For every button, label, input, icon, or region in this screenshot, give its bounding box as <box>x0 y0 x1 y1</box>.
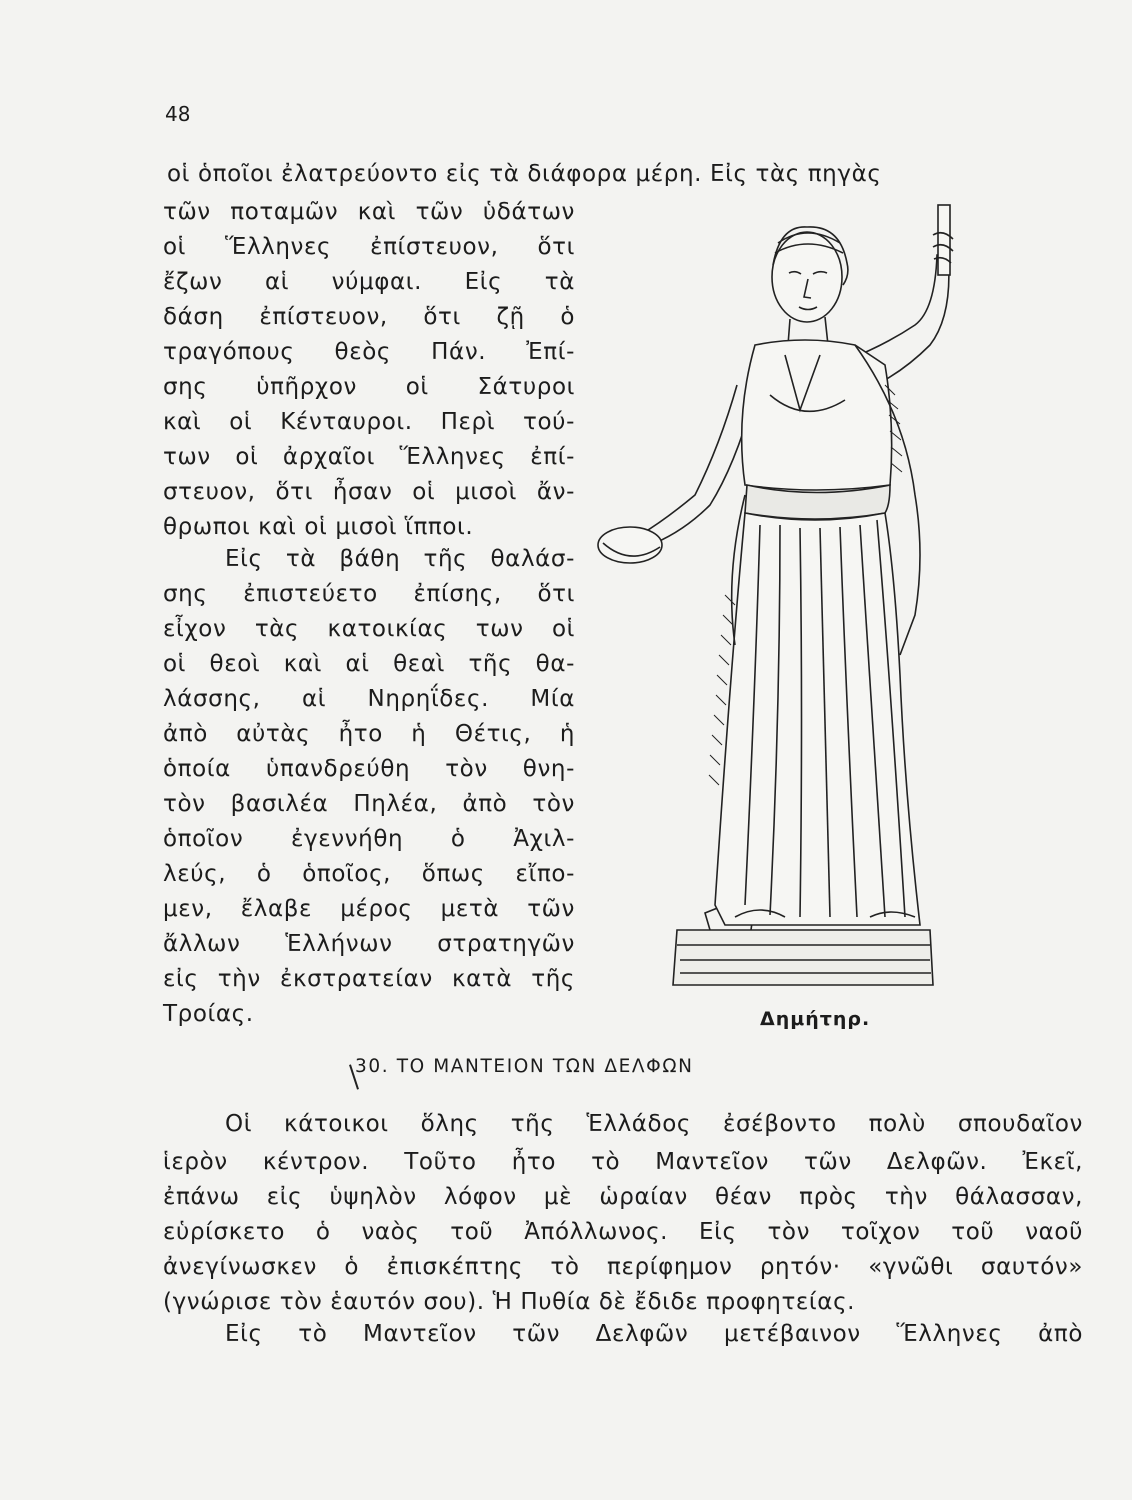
text-line: (γνώρισε τὸν ἑαυτόν σου). Ἡ Πυθία δὲ ἔδιδε προφητείας. <box>163 1289 856 1315</box>
text-line: ἔζων αἱ νύμφαι. Εἰς τὰ <box>163 269 575 295</box>
text-line: λεύς, ὁ ὁποῖος, ὅπως εἴπο- <box>163 861 575 887</box>
text-line: μεν, ἔλαβε μέρος μετὰ τῶν <box>163 896 575 922</box>
figure-caption: Δημήτηρ. <box>760 1008 871 1030</box>
text-line: οἱ Ἕλληνες ἐπίστευον, ὅτι <box>163 234 575 260</box>
text-line: σης ὑπῆρχον οἱ Σάτυροι <box>163 374 575 400</box>
text-line: εἰς τὴν ἐκστρατείαν κατὰ τῆς <box>163 966 575 992</box>
text-line: Τροίας. <box>163 1001 254 1027</box>
text-line: θρωποι καὶ οἱ μισοὶ ἵπποι. <box>163 514 474 540</box>
text-line: εἶχον τὰς κατοικίας των οἱ <box>163 616 575 642</box>
text-line: καὶ οἱ Κένταυροι. Περὶ τού- <box>163 409 575 435</box>
text-line: ὁποῖον ἐγεννήθη ὁ Ἀχιλ- <box>163 826 575 852</box>
text-line: ἐπάνω εἰς ὑψηλὸν λόφον μὲ ὡραίαν θέαν πρὸς τὴν θάλασσαν, <box>163 1184 1083 1210</box>
text-line: τὸν βασιλέα Πηλέα, ἀπὸ τὸν <box>163 791 575 817</box>
text-line: στευον, ὅτι ἦσαν οἱ μισοὶ ἄν- <box>163 479 575 505</box>
text-line: Εἰς τὰ βάθη τῆς θαλάσ- <box>225 546 575 572</box>
text-line: Οἱ κάτοικοι ὅλης τῆς Ἑλλάδος ἐσέβοντο πολὺ σπουδαῖον <box>225 1111 1083 1137</box>
text-line: ἱερὸν κέντρον. Τοῦτο ἦτο τὸ Μαντεῖον τῶν Δελφῶν. Ἐκεῖ, <box>163 1149 1083 1175</box>
text-line: λάσσης, αἱ Νηρηΐδες. Μία <box>163 686 575 712</box>
text-line: οἱ ὁποῖοι ἐλατρεύοντο εἰς τὰ διάφορα μέρη. Εἰς τὰς πηγὰς <box>167 161 882 187</box>
text-line: ἀπὸ αὐτὰς ἦτο ἡ Θέτις, ἡ <box>163 721 575 747</box>
text-line: σης ἐπιστεύετο ἐπίσης, ὅτι <box>163 581 575 607</box>
text-line: ὁποία ὑπανδρεύθη τὸν θνη- <box>163 756 575 782</box>
text-line: ἀνεγίνωσκεν ὁ ἐπισκέπτης τὸ περίφημον ρητόν· «γνῶθι σαυτόν» <box>163 1254 1083 1280</box>
text-line: Εἰς τὸ Μαντεῖον τῶν Δελφῶν μετέβαινον Ἕλληνες ἀπὸ <box>225 1321 1083 1347</box>
page-number: 48 <box>165 102 191 126</box>
text-line: τραγόπους θεὸς Πάν. Ἐπί- <box>163 339 575 365</box>
statue-illustration <box>585 195 980 995</box>
text-line: των οἱ ἀρχαῖοι Ἕλληνες ἐπί- <box>163 444 575 470</box>
text-line: δάση ἐπίστευον, ὅτι ζῇ ὁ <box>163 304 575 330</box>
text-line: τῶν ποταμῶν καὶ τῶν ὑδάτων <box>163 199 575 225</box>
text-line: οἱ θεοὶ καὶ αἱ θεαὶ τῆς θα- <box>163 651 575 677</box>
text-line: ἄλλων Ἑλλήνων στρατηγῶν <box>163 931 575 957</box>
text-line: εὑρίσκετο ὁ ναὸς τοῦ Ἀπόλλωνος. Εἰς τὸν τοῖχον τοῦ ναοῦ <box>163 1219 1083 1245</box>
section-heading: 30. ΤΟ ΜΑΝΤΕΙΟΝ ΤΩΝ ΔΕΛΦΩΝ <box>355 1056 694 1077</box>
